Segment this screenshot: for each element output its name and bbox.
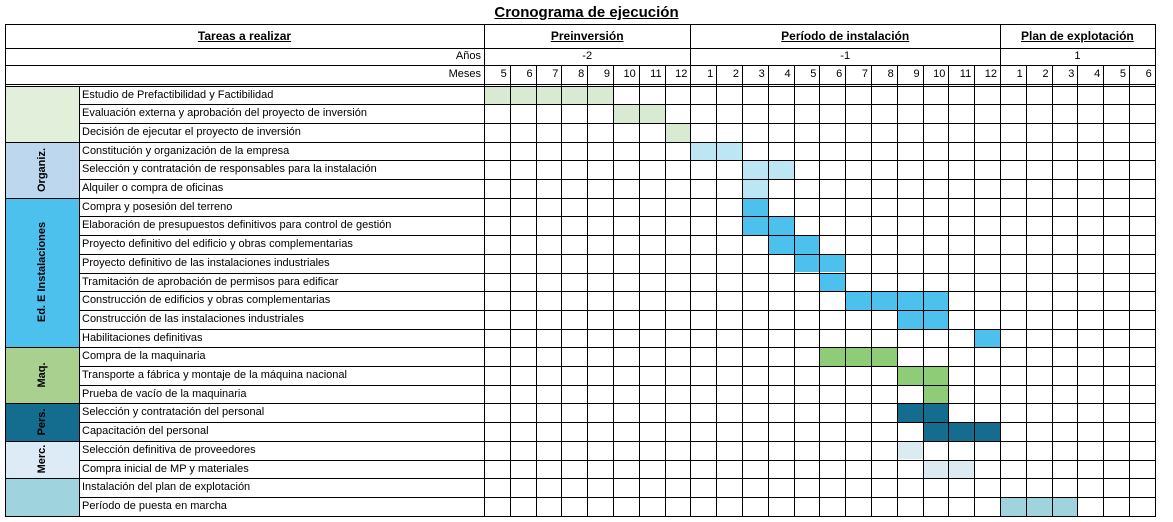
- row-line: [79, 179, 1155, 180]
- task-label: Tramitación de aprobación de permisos para edificar: [82, 275, 339, 288]
- task-label: Selección y contratación de responsables para la instalación: [82, 163, 377, 176]
- month-line: [768, 65, 769, 516]
- month-line: [794, 65, 795, 516]
- year-value: 1: [1074, 50, 1081, 62]
- task-label: Prueba de vacío de la maquinaria: [82, 387, 247, 400]
- month-number: 4: [1094, 68, 1101, 80]
- row-line: [79, 478, 1155, 479]
- month-number: 5: [500, 68, 507, 80]
- group-band: [5, 441, 79, 478]
- task-label: Compra inicial de MP y materiales: [82, 462, 249, 475]
- task-bar: [897, 441, 923, 460]
- month-line: [1026, 65, 1027, 516]
- group-line: [5, 441, 79, 442]
- task-bar: [974, 329, 1000, 348]
- month-line: [510, 65, 511, 516]
- row-line: [79, 310, 1155, 311]
- month-line: [1052, 65, 1053, 516]
- row-line: [79, 329, 1155, 330]
- task-label: Alquiler o compra de oficinas: [82, 182, 224, 194]
- row-line: [79, 198, 1155, 199]
- month-number: 10: [933, 68, 946, 80]
- month-line: [613, 65, 614, 516]
- task-bar: [819, 273, 845, 292]
- row-line: [79, 216, 1155, 217]
- month-line: [716, 65, 717, 516]
- year-value: -1: [840, 50, 851, 62]
- task-label: Proyecto definitivo de las instalaciones industriales: [82, 256, 330, 269]
- group-line: [5, 403, 79, 404]
- month-number: 7: [861, 68, 868, 80]
- year-value: -2: [582, 50, 593, 62]
- month-number: 8: [578, 68, 585, 80]
- month-line: [587, 65, 588, 516]
- period-header: Preinversión: [550, 29, 624, 43]
- task-label: Decisión de ejecutar el proyecto de inversión: [82, 125, 301, 138]
- row-line: [79, 385, 1155, 386]
- group-label: Pers.: [36, 408, 48, 436]
- task-label: Construcción de las instalaciones industriales: [82, 312, 304, 325]
- task-label: Instalación del plan de explotación: [82, 481, 251, 494]
- task-label: Proyecto definitivo del edificio y obras complementarias: [82, 238, 353, 251]
- group-line: [5, 478, 79, 479]
- col-line: [79, 86, 80, 516]
- group-band: [5, 198, 79, 348]
- group-line: [5, 142, 79, 143]
- month-line: [665, 65, 666, 516]
- month-number: 5: [810, 68, 817, 80]
- month-line: [845, 65, 846, 516]
- month-line: [897, 65, 898, 516]
- month-number: 6: [836, 68, 843, 80]
- row-line: [79, 516, 1155, 517]
- month-line: [742, 65, 743, 516]
- task-label: Elaboración de presupuestos definitivos para control de gestión: [82, 219, 392, 232]
- task-label: Constitución y organización de la empresa: [82, 144, 290, 157]
- month-line: [639, 65, 640, 516]
- task-label: Compra y posesión del terreno: [82, 200, 233, 213]
- row-line: [79, 235, 1155, 236]
- task-bar: [742, 179, 768, 198]
- month-number: 2: [732, 68, 739, 80]
- group-line: [5, 516, 79, 517]
- task-bar: [742, 198, 768, 217]
- task-bar: [484, 86, 613, 105]
- task-label: Transporte a fábrica y montaje de la máquina nacional: [82, 369, 347, 381]
- month-number: 4: [784, 68, 791, 80]
- months-label: Meses: [448, 68, 481, 80]
- task-bar: [1000, 497, 1077, 516]
- header-line: [5, 84, 1155, 85]
- month-number: 12: [984, 68, 997, 80]
- task-bar: [665, 123, 691, 142]
- group-line: [5, 86, 79, 87]
- month-number: 12: [675, 68, 688, 80]
- month-number: 9: [913, 68, 920, 80]
- month-number: 9: [603, 68, 610, 80]
- task-label: Período de puesta en marcha: [82, 499, 227, 512]
- header-line: [5, 48, 1155, 49]
- month-line: [536, 65, 537, 516]
- month-number: 11: [650, 68, 662, 80]
- period-line: [1000, 24, 1001, 516]
- task-label: Selección definitiva de proveedores: [82, 443, 256, 456]
- month-line: [974, 65, 975, 516]
- group-label: Ed. E Instalaciones: [36, 222, 48, 323]
- task-label: Selección y contratación del personal: [82, 406, 265, 419]
- row-line: [79, 403, 1155, 404]
- row-line: [79, 441, 1155, 442]
- month-line: [871, 65, 872, 516]
- month-number: 2: [1042, 68, 1049, 80]
- row-line: [79, 291, 1155, 292]
- row-line: [79, 142, 1155, 143]
- header-line: [5, 24, 1155, 25]
- month-number: 6: [1145, 68, 1152, 80]
- month-line: [561, 65, 562, 516]
- row-line: [79, 86, 1155, 87]
- period-header: Período de instalación: [781, 29, 910, 43]
- row-line: [79, 123, 1155, 124]
- task-label: Evaluación externa y aprobación del proyecto de inversión: [82, 107, 367, 120]
- month-line: [819, 65, 820, 516]
- task-label: Compra de la maquinaria: [82, 350, 206, 363]
- group-label: Merc.: [36, 445, 48, 474]
- group-band: [5, 347, 79, 403]
- row-line: [79, 347, 1155, 348]
- task-label: Construcción de edificios y obras complementarias: [82, 294, 331, 307]
- period-line: [690, 24, 691, 516]
- group-line: [5, 347, 79, 348]
- row-line: [79, 422, 1155, 423]
- month-number: 3: [1068, 68, 1075, 80]
- col-line: [484, 24, 485, 517]
- month-number: 1: [1016, 68, 1023, 80]
- month-number: 3: [758, 68, 765, 80]
- row-line: [79, 366, 1155, 367]
- month-number: 7: [552, 68, 559, 80]
- border-right: [1155, 24, 1156, 517]
- month-number: 11: [959, 68, 972, 80]
- month-number: 10: [623, 68, 636, 80]
- month-number: 8: [887, 68, 894, 80]
- row-line: [79, 160, 1155, 161]
- group-band: [5, 86, 79, 142]
- period-header: Plan de explotación: [1021, 29, 1134, 43]
- month-line: [948, 65, 949, 516]
- row-line: [79, 273, 1155, 274]
- group-band: [5, 142, 79, 198]
- group-band: [5, 478, 79, 515]
- task-bar: [923, 385, 949, 404]
- task-bar: [923, 422, 1000, 441]
- group-line: [5, 198, 79, 199]
- month-number: 6: [526, 68, 533, 80]
- row-line: [79, 497, 1155, 498]
- task-label: Habilitaciones definitivas: [82, 331, 203, 344]
- month-line: [1103, 65, 1104, 516]
- years-label: Años: [455, 50, 481, 62]
- month-number: 1: [707, 68, 714, 80]
- task-label: Capacitación del personal: [82, 425, 209, 438]
- group-label: Organiz.: [36, 147, 48, 192]
- row-line: [79, 254, 1155, 255]
- month-line: [1129, 65, 1130, 516]
- tasks-header: Tareas a realizar: [197, 29, 292, 43]
- row-line: [79, 460, 1155, 461]
- task-bar: [819, 347, 896, 366]
- header-line: [5, 65, 1155, 66]
- group-band: [5, 403, 79, 440]
- month-line: [1077, 65, 1078, 516]
- schedule-title: Cronograma de ejecución: [494, 4, 679, 21]
- month-number: 5: [1119, 68, 1126, 80]
- row-line: [79, 104, 1155, 105]
- group-label: Maq.: [36, 362, 48, 388]
- border-left: [5, 24, 6, 517]
- month-line: [923, 65, 924, 516]
- task-label: Estudio de Prefactibilidad y Factibilidad: [82, 88, 274, 101]
